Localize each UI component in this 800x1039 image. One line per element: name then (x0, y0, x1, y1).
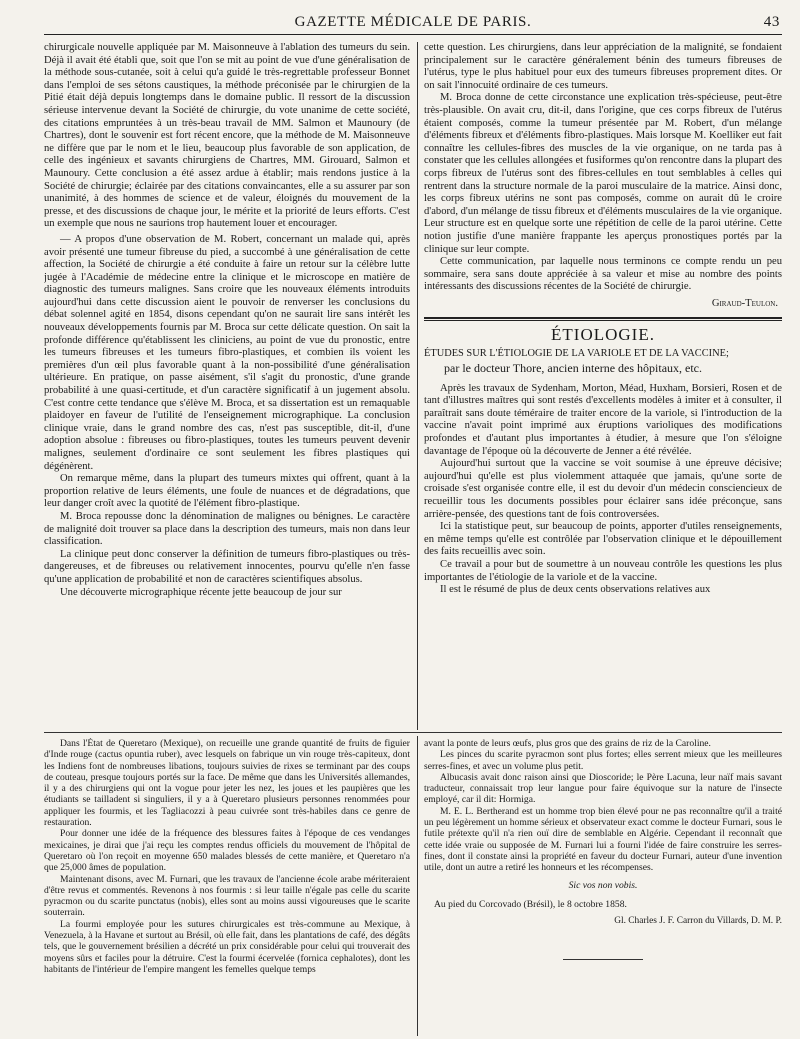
bottom-right-column (424, 738, 782, 1038)
paragraph: La clinique peut donc conserver la définition de tumeurs fibro-plastiques ou très-dangereuses, et de fibreuses ou relativement innocentes, pourvu qu'elle n'en fasse qu'une application de probabilité et non de caractères scientifiques absolus. (44, 548, 410, 585)
bottom-left-column (44, 738, 410, 1038)
paragraph: — A propos d'une observation de M. Robert, concernant un malade qui, après avoir présenté une tumeur fibreuse du pied, a succombé à une généralisation de cette affection, la Société de chirurgie a été conduite à faire un retour sur la célèbre lutte jugée à l'Académie de médecine entre la clinique et le microscope en matière de diagnostic des tumeurs malignes. Sans croire que les nouveaux éléments introduits aujourd'hui dans cette discussion aient le pouvoir de renverser les conclusions du débat solennel agité en 1854, disons cependant qu'on ne saurait lire sans intérêt les nouveaux développements fournis par M. Broca sur cette délicate question. On sait la profonde différence qu'établissent les cliniciens, au point de vue du pronostic, entre les tumeurs fibreuses et les tumeurs fibro-plastiques, et combien ils voient les premières d'un œil plus favorable quant à la non-possibilité d'une généralisation ultérieure. En pratique, on passe aisément, s'il s'agit du pronostic, d'une grande probabilité à une quasi-certitude, et d'un caractère significatif à un jugement absolu. C'est contre cette tendance que s'élève M. Broca, et sa dissertation est un remaquable plaidoyer en faveur de l'utilité de l'enseignement micrographique. La conclusion clinique vraie, dans le grand nombre des cas, n'est pas susceptible, dit-il, d'une adoption absolue : fibreuses ou fibro-plastiques, toutes les tumeurs peuvent devenir malignes, seulement d'ordinaire ce sont seulement les fibres plastiques qui dégénèrent. (44, 233, 410, 472)
paragraph: chirurgicale nouvelle appliquée par M. Maisonneuve à l'ablation des tumeurs du sein. Déjà il avait été établi que, soit que l'on se mit au point de vue d'une généralisation de la méthode sous-cutanée, soit à celui qu'a guidé le très-regrettable professeur Bonnet dans l'emploi de ses sétons caustiques, la méthode préconisée par le chirurgien de la Pitié était déjà depuis longtemps dans le domaine public. Il ressort de la discussion sérieuse intervenue devant la Société de chirurgie, du vote unanime de cette société, des citations empruntées à un très-beau travail de MM. Salmon et Maunoury (de Chartres), dont le souvenir est fort récent encore, que la méthode de M. Maisonneuve ne diffère que par le nom et le lieu, beaucoup plus favorable de son application, de celle des ingénieux et savants chirurgiens de Chartres, MM. Girouard, Salmon et Maunoury. Cette conclusion a été assez ardue à établir; mais rendons justice à la Société de chirurgie; éclairée par des citations convaincantes, elle a su assurer par son unanimité, à des hommes de science et de valeur, éloignés du mouvement de la presse, et des discussions de chaque jour, le mérite et la priorité de leurs efforts. C'est un exemple que nous ne saurions trop hautement louer et encourager. (44, 42, 410, 230)
section-rule-thick (424, 317, 782, 319)
feuilleton-divider (44, 732, 782, 733)
dateline: Au pied du Corcovado (Brésil), le 8 octobre 1858. (434, 898, 627, 910)
article-byline: par le docteur Thore, ancien interne des hôpitaux, etc. (444, 360, 703, 375)
motto: Sic vos non vobis. (568, 879, 638, 891)
paragraph: Ce travail a pour but de soumettre à un nouveau contrôle les questions les plus importantes de l'étiologie de la variole et de la vaccine. (424, 558, 782, 583)
journal-title: GAZETTE MÉDICALE DE PARIS. (294, 14, 532, 30)
paragraph: Il est le résumé de plus de deux cents observations relatives aux (440, 584, 711, 596)
paragraph: Aujourd'hui surtout que la vaccine se voit soumise à une épreuve décisive; aujourd'hui qu'elle est plus violemment attaquée que jamais, qu'une sorte de croisade s'est organisée contre elle, il est du devoir d'un médecin consciencieux de recueillir tous les documents possibles pour éclairer sans idée préconçue, sans arrière-pensée, des questions tant de fois controversées. (424, 458, 782, 520)
paragraph: Après les travaux de Sydenham, Morton, Méad, Huxham, Borsieri, Rosen et de tant d'illustres maîtres qui sont restés d'excellents modèles à imiter et à consulter, il paraîtrait sans doute téméraire de traiter encore de la variole, si l'introduction de la vaccine n'avait point imprimé aux éruptions varioliques des modifications profondes et d'autant plus importantes à étudier, à mesure que l'on s'éloigne davantage de l'époque où la découverte de Jenner a été révélée. (424, 382, 782, 457)
paragraph: Maintenant disons, avec M. Furnari, que les travaux de l'ancienne école arabe mériteraient d'être revus et commentés. Revenons à nos fourmis : si leur taille n'égale pas celle du scarite pyracmon ou du scarite punctatus (nobis), elles sont au moins aussi vigoureuses que le scarite souterrain. (44, 873, 410, 919)
paragraph: On remarque même, dans la plupart des tumeurs mixtes qui offrent, quant à la proportion relative de leurs éléments, une foule de nuances et de dégradations, que leur danger croît avec la quotité de l'élément fibro-plastique. (44, 473, 410, 510)
paragraph: avant la ponte de leurs œufs, plus gros que des grains de riz de la Caroline. (424, 738, 711, 749)
section-rule-thin (424, 320, 782, 321)
author-signature: Gl. Charles J. F. Carron du Villards, D. M. P. (614, 916, 782, 927)
paragraph: M. E. L. Bertherand est un homme trop bien élevé pour ne pas reconnaître qu'il a traité un peu légèrement un homme sérieux et observateur exact comme le docteur Furnari, sous le futile prétexte qu'il n'a rien ouï dire de semblable en Algérie. Cependant il reconnaît que cette idée vraie ou supposée de M. Furnari lui a fourni l'idée de faire construire les serres-fines, dont il constate ainsi la propriété en faveur du docteur Furnari, auteur d'une invention utile, dont un autre a retiré les honneurs et les récompenses. (424, 805, 782, 874)
section-title: ÉTIOLOGIE. (551, 325, 655, 345)
left-column (44, 42, 410, 722)
paragraph: Une découverte micrographique récente jette beaucoup de jour sur (60, 586, 342, 598)
column-divider-bottom (417, 736, 418, 1036)
page-header (44, 14, 782, 35)
paragraph: Cette communication, par laquelle nous terminons ce compte rendu un peu sommaire, sera sans doute appréciée à sa valeur et mise au nombre des points intéressants des discussions récentes de la Société de chirurgie. (424, 256, 782, 293)
paragraph: Ici la statistique peut, sur beaucoup de points, apporter d'utiles renseignements, en même temps qu'elle est contrôlée par l'observation clinique et le dépouillement des faits recueillis avec soin. (424, 521, 782, 558)
newspaper-page (44, 0, 782, 1039)
paragraph: M. Broca donne de cette circonstance une explication très-spécieuse, peut-être très-plausible. On avait cru, dit-il, dans l'origine, que ces corps fibreux de l'utérus étaient composés, comme la tumeur présentée par M. Robert, d'un mélange d'éléments fibreux et d'éléments fibro-plastiques. Mais lorsque M. Koelliker eut fait connaître les cellules-fibres des muscles de la vie organique, on ne tarda pas à constater que les cellules allongées et fusiformes qu'on rencontre dans la plupart des corps fibreux de l'utérus sont des fibres-cellules en tout semblables à celles qui rentrent dans la structure normale de la paroi musculaire de la matrice. Ainsi donc, les corps fibreux utérins ne sont pas composés, comme on aurait dû le croire d'abord, d'un mélange de tissu fibreux et d'éléments musculaires de la vie organique. Leur structure est en quelque sorte une répétition de celle de la paroi utérine. Cette notion justifie d'une manière frappante les aperçus pronostiques portés par la clinique sur leur compte. (424, 92, 782, 255)
paragraph: La fourmi employée pour les sutures chirurgicales est très-commune au Mexique, à Venezuela, à la Havane et surtout au Brésil, où elle fait, dans les plantations de café, des dégâts tels, que le gouvernement brésilien a décrété un prix considérable pour celui qui trouverait des moyens sûrs et faciles pour la détruire. C'est la fourmi écervelée (fornica cephalotes), dont les habitants de l'intérieur de l'empire mangent les femelles quelque temps (44, 918, 410, 975)
paragraph: cette question. Les chirurgiens, dans leur appréciation de la malignité, se fondaient principalement sur le caractère généralement bénin des tumeurs fibreuses de l'utérus, type le plus habituel pour eux des tumeurs fibreuses proprement dites. Or on sait l'innocuité ordinaire de ces tumeurs. (424, 42, 782, 91)
paragraph: Les pinces du scarite pyracmon sont plus fortes; elles serrent mieux que les meilleures serres-fines, et avec un volume plus petit. (424, 749, 782, 772)
paragraph: Dans l'État de Queretaro (Mexique), on recueille une grande quantité de fruits de figuier d'Inde rouge (cactus opuntia ruber), avec lesquels on fabrique un vin rouge très-capiteux, dont les Indiens font de nombreuses libations, toujours suivies de rixes se terminant par des coups de couteau, presque toujours portés sur la face. De même que dans les Universités allemandes, il y a des chirurgiens qui ont la vogue pour jeter les nez, les joues et les paupières que les étudiants se tailladent si singuliers, il y a à Queretaro plusieurs personnes renommées pour appliquer les fourmis, et les Tagliacozzi à peau cuivrée sont très-habiles dans ce genre de restauration. (44, 738, 410, 829)
paragraph: Pour donner une idée de la fréquence des blessures faites à l'époque de ces vendanges mexicaines, je dirai que j'ai reçu les comptes rendus officiels du mouvement de l'hôpital de Queretaro où l'on reçoit en moyenne 650 malades blessés de cette manière, et Queretaro n'a que 25,000 âmes de population. (44, 828, 410, 874)
right-column (424, 42, 782, 722)
paragraph: M. Broca repousse donc la dénomination de malignes ou bénignes. Le caractère de malignité doit trouver sa place dans la description des tumeurs, mais non dans leur classification. (44, 510, 410, 548)
end-rule (563, 959, 643, 960)
author-signature: Giraud-Teulon. (711, 297, 778, 309)
page-number: 43 (763, 14, 780, 30)
article-title: ÉTUDES SUR L'ÉTIOLOGIE DE LA VARIOLE ET DE LA VACCINE; (424, 348, 729, 360)
column-divider (417, 42, 418, 730)
paragraph: Albucasis avait donc raison ainsi que Dioscoride; le Père Lacuna, leur naïf mais savant traducteur, connaissait trop leur langue pour faire équivoque sur la nature de l'insecte employé, car il dit: Hormiga. (424, 771, 782, 806)
